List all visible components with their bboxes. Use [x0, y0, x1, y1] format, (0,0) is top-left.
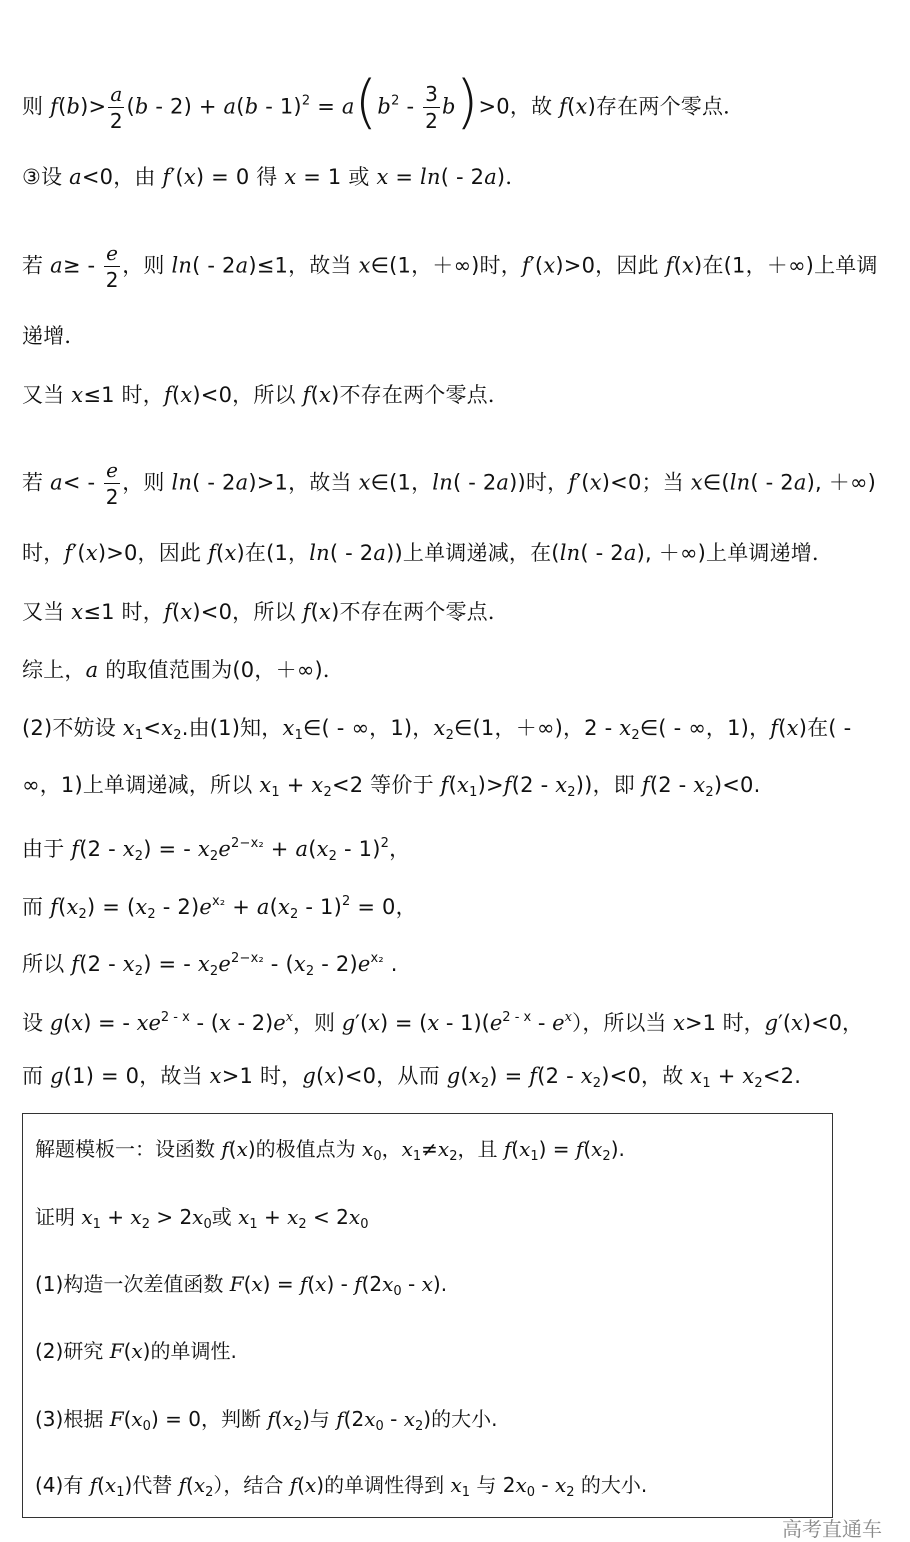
right-big-paren: ): [455, 67, 479, 136]
solution-line-13: 而 $f(x_2) = (x_2 - 2)e^{x_2} + a(x_2 - 1)^2 = 0$，: [22, 894, 417, 922]
solution-line-3: 若 a≥ - $\frac{e}{2}$ ，则 ln( - 2a)≤1，故当 x∈(1，＋∞)时，f′(x)>0，因此 f(x)在(1，＋∞)上单调: [22, 241, 878, 292]
template-line-1: 解题模板一：设函数 f(x)的极值点为 $x_0$，$x_1\ne x_2$，且 $f(x_1) = f(x_2)$.: [35, 1137, 625, 1164]
fraction-a-over-2: $\frac{a}{2}$: [109, 82, 123, 133]
solution-line-4: 递增．: [22, 324, 86, 348]
solution-line-15: 设 g(x) = - $xe^{2 - x} - (x - 2)e^x$，则 $g'(x) = (x - 1)(e^{2 - x} - e^x)$，所以当 x>1 时，g′(x)<0，: [22, 1010, 864, 1035]
solution-line-2: ③设 a<0，由 f′(x) = 0 得 x = 1 或 x = ln( - 2a)．: [22, 165, 527, 189]
template-line-5: (3)根据 $F(x_0) = 0$，判断 $f(x_2)$与 $f(2x_0 - x_2)$的大小.: [35, 1407, 498, 1434]
solution-line-10: (2)不妨设 $x_1<x_2$.由(1)知，$x_1\in$( - ∞，1)，$x_2\in(1$，＋∞)，$2 - x_2\in$( - ∞，1)，f(x)在( -: [22, 716, 852, 743]
solution-line-1: 则 f(b)> $\frac{a}{2}$ $(b - 2) + a(b - 1)^2 = a(b^2$ - $\frac{3}{2}$ b)>0，故 f(x)存在两个零点．: [22, 67, 745, 136]
template-line-6: (4)有 $f(x_1)$代替 $f(x_2)$，结合 f(x)的单调性得到 $x_1$ 与 $2x_0 - x_2$ 的大小.: [35, 1473, 648, 1500]
template-line-3: (1)构造一次差值函数 $F(x) = f(x) - f(2x_0 - x)$.: [35, 1272, 448, 1299]
solution-line-16: 而 g(1) = 0，故当 x>1 时，g(x)<0，从而 $g(x_2) = f(2 - x_2)<0$，故 $x_1 + x_2<2$.: [22, 1064, 802, 1091]
fraction-e-over-2: $\frac{e}{2}$: [105, 241, 119, 292]
solution-line-6: 若 a< - $\frac{e}{2}$ ，则 ln( - 2a)>1，故当 x∈(1，ln( - 2a))时，f′(x)<0；当 x∈(ln( - 2a), ＋∞): [22, 458, 877, 509]
solution-line-8: 又当 x≤1 时，f(x)<0，所以 f(x)不存在两个零点．: [22, 600, 510, 624]
template-line-4: (2)研究 F(x)的单调性.: [35, 1339, 237, 1363]
left-big-paren: (: [354, 67, 378, 136]
solution-line-7: 时，f′(x)>0，因此 f(x)在(1，ln( - 2a))上单调递减，在(ln( - 2a), ＋∞)上单调递增．: [22, 541, 834, 565]
fraction-e-over-2: $\frac{e}{2}$: [105, 458, 119, 509]
solution-line-11: ∞，1)上单调递减，所以 $x_1 + x_2<2$ 等价于 $f(x_1)>f(2 - x_2)$)，即 $f(2 - x_2)<0$.: [22, 773, 761, 800]
fraction-3-over-2: $\frac{3}{2}$: [425, 82, 439, 133]
template-line-2: 证明 $x_1 + x_2 > 2x_0$或 $x_1 + x_2 < 2x_0$: [35, 1205, 369, 1232]
watermark: 高考直通车: [782, 1517, 882, 1541]
solution-line-5: 又当 x≤1 时，f(x)<0，所以 f(x)不存在两个零点．: [22, 383, 510, 407]
solution-template-box: [22, 1113, 833, 1518]
solution-line-14: 所以 $f(2 - x_2)$ = - $x_2e^{2-x_2} - (x_2 - 2)e^{x_2}$ .: [22, 951, 398, 979]
solution-line-12: 由于 $f(2 - x_2)$ = - $x_2e^{2-x_2} + a(x_2 - 1)^2$，: [22, 836, 411, 864]
solution-line-9: 综上，a 的取值范围为(0，＋∞)．: [22, 658, 345, 682]
